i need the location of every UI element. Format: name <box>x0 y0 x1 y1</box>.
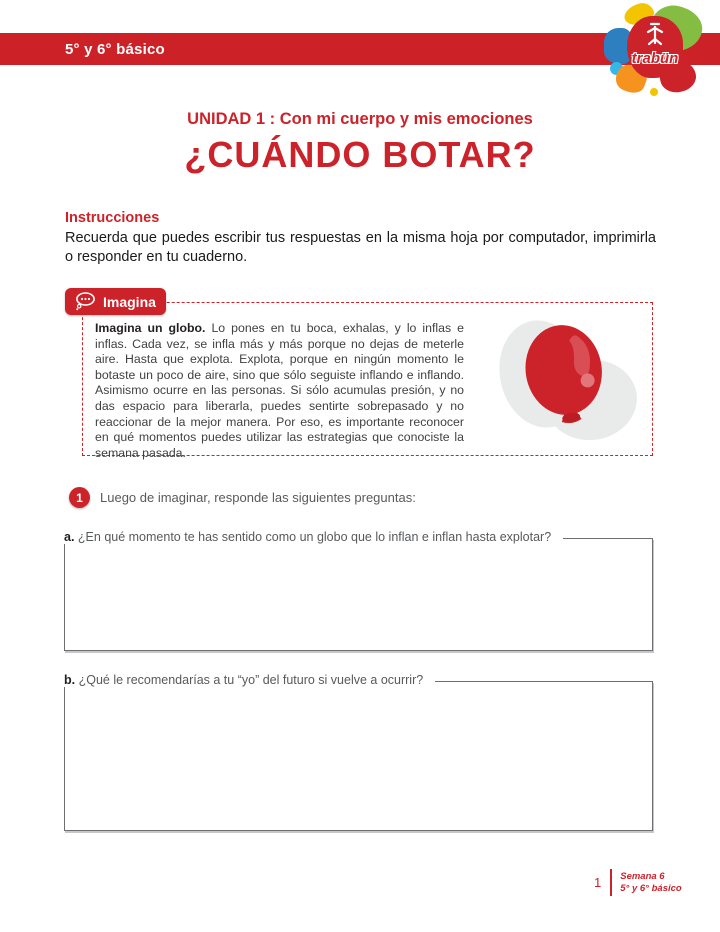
footer-meta <box>620 871 681 895</box>
question-a-label <box>64 530 563 544</box>
footer-week: Semana 6 <box>620 870 665 882</box>
step-text: Luego de imaginar, responde las siguientes preguntas: <box>100 490 416 505</box>
question-b-text: ¿Qué le recomendarías a tu “yo” del futuro si vuelve a ocurrir? <box>78 673 424 687</box>
thought-bubble-icon <box>74 292 96 311</box>
step-row <box>69 487 416 508</box>
footer-divider <box>610 869 612 896</box>
imagine-section <box>65 288 656 460</box>
instructions-section <box>65 210 656 267</box>
step-number-badge: 1 <box>69 487 90 508</box>
imagine-badge-label: Imagina <box>103 293 156 310</box>
trabun-logo <box>604 4 706 96</box>
instructions-heading: Instrucciones <box>65 210 160 226</box>
question-b <box>64 673 653 831</box>
page-title: ¿CUÁNDO BOTAR? <box>184 134 536 175</box>
answer-box-b[interactable] <box>64 681 653 831</box>
unit-title: UNIDAD 1 : Con mi cuerpo y mis emociones <box>187 110 533 128</box>
question-a-text: ¿En qué momento te has sentido como un globo que lo inflan e inflan hasta explotar? <box>77 530 552 544</box>
imagine-badge <box>65 288 166 315</box>
question-a-letter: a. <box>64 530 75 544</box>
balloon-illustration <box>494 306 644 444</box>
logo-wordmark: trabün <box>631 50 679 67</box>
question-b-letter: b. <box>64 673 76 687</box>
page-number: 1 <box>594 875 602 890</box>
question-b-label <box>64 673 435 687</box>
imagine-lead: Imagina un globo. <box>95 321 206 335</box>
mapuche-figure-icon <box>642 22 668 48</box>
imagine-body: Lo pones en tu boca, exhalas, y lo inflas e inflas. Cada vez, se infla más y más porque no dejas de meterle aire. Hasta que explota. Explota, porque en ningún momento le botaste un poco de aire, sino que sólo seguiste inflando e inflando. Asimismo ocurre en las personas. Si sólo acumulas presión, y no das espacio para liberarla, puedes sentirte sobrepasado y no reaccionar de la mejor manera. Por eso, es importante reconocer en qué momentos puedes utilizar las estrategias que conociste la semana pasada. <box>95 321 464 460</box>
imagine-paragraph <box>95 321 464 461</box>
grade-band-label: 5° y 6° básico <box>65 40 165 58</box>
instructions-body: Recuerda que puedes escribir tus respuestas en la misma hoja por computador, imprimirla o responder en tu cuaderno. <box>65 230 656 265</box>
footer-grade: 5° y 6° básico <box>620 882 682 894</box>
answer-box-a[interactable] <box>64 538 653 651</box>
logo-yellow-dot <box>650 88 658 96</box>
question-a <box>64 530 653 651</box>
page-footer <box>594 869 682 896</box>
